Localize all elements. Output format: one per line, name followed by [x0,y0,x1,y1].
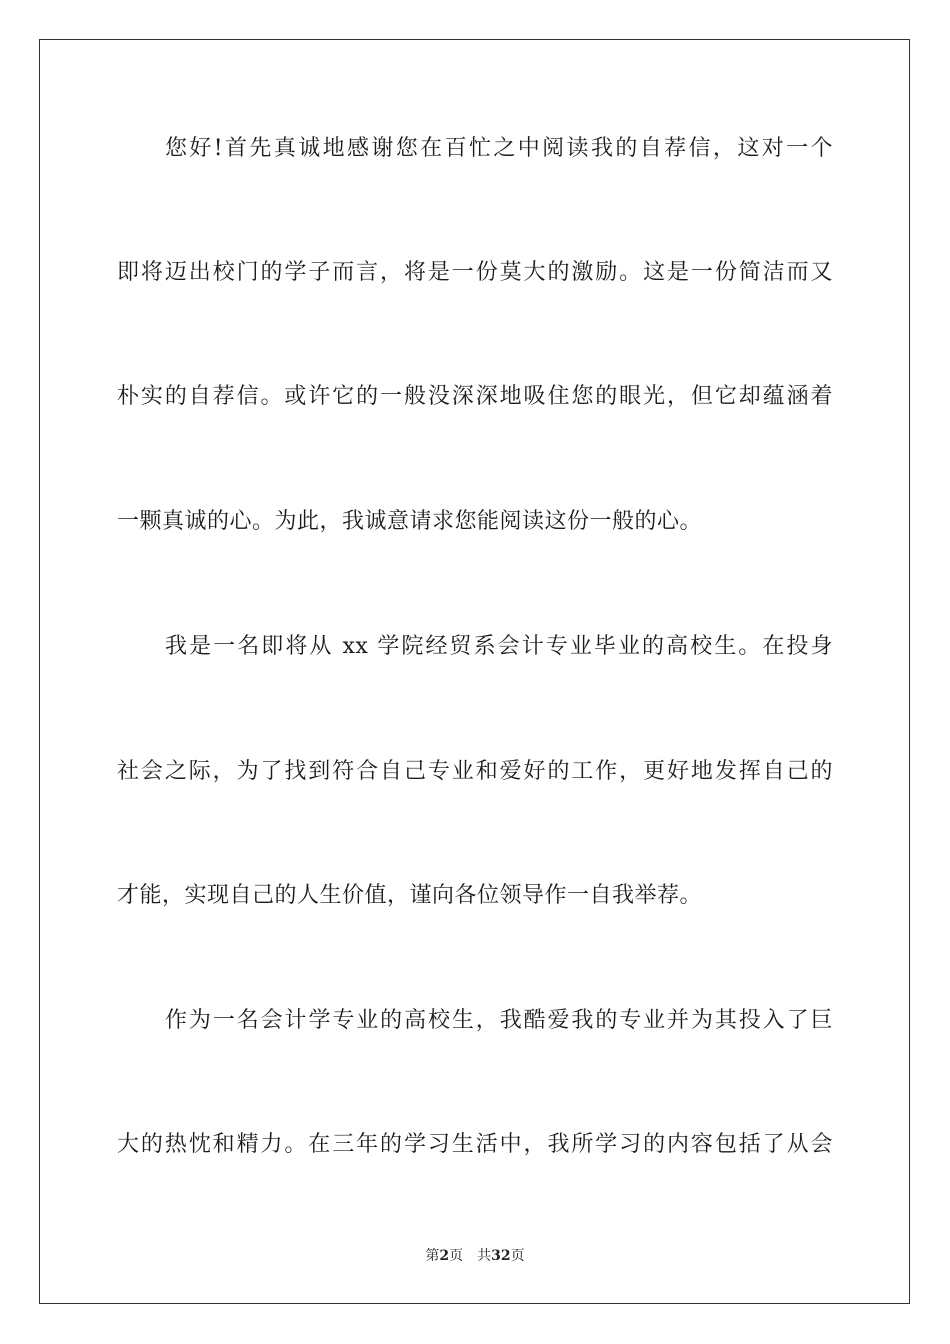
paragraph-1-line-4: 一颗真诚的心。为此，我诚意请求您能阅读这份一般的心。 [117,509,703,534]
paragraph-2-line-2: 社会之际，为了找到符合自己专业和爱好的工作，更好地发挥自己的 [117,759,833,784]
total-pages: 32 [491,1248,511,1264]
page-border [39,39,910,1304]
paragraph-1-line-3: 朴实的自荐信。或许它的一般没深深地吸住您的眼光，但它却蕴涵着 [117,384,833,409]
page-footer [0,1246,950,1266]
paragraph-3-line-2: 大的热忱和精力。在三年的学习生活中，我所学习的内容包括了从会 [117,1132,833,1157]
total-pages-prefix: 共 [477,1248,492,1264]
page-number-prefix: 第 [425,1248,440,1264]
total-pages-suffix: 页 [510,1248,525,1264]
paragraph-3-line-1: 作为一名会计学专业的高校生，我酷爱我的专业并为其投入了巨 [165,1008,833,1033]
page-number: 2 [439,1248,450,1264]
paragraph-2-line-3: 才能，实现自己的人生价值，谨向各位领导作一自我举荐。 [117,883,703,908]
paragraph-1-line-2: 即将迈出校门的学子而言，将是一份莫大的激励。这是一份简洁而又 [117,260,833,285]
paragraph-2-line-1: 我是一名即将从 xx 学院经贸系会计专业毕业的高校生。在投身 [165,634,833,659]
paragraph-1-line-1: 您好!首先真诚地感谢您在百忙之中阅读我的自荐信，这对一个 [165,136,833,161]
page-number-suffix: 页 [449,1248,464,1264]
